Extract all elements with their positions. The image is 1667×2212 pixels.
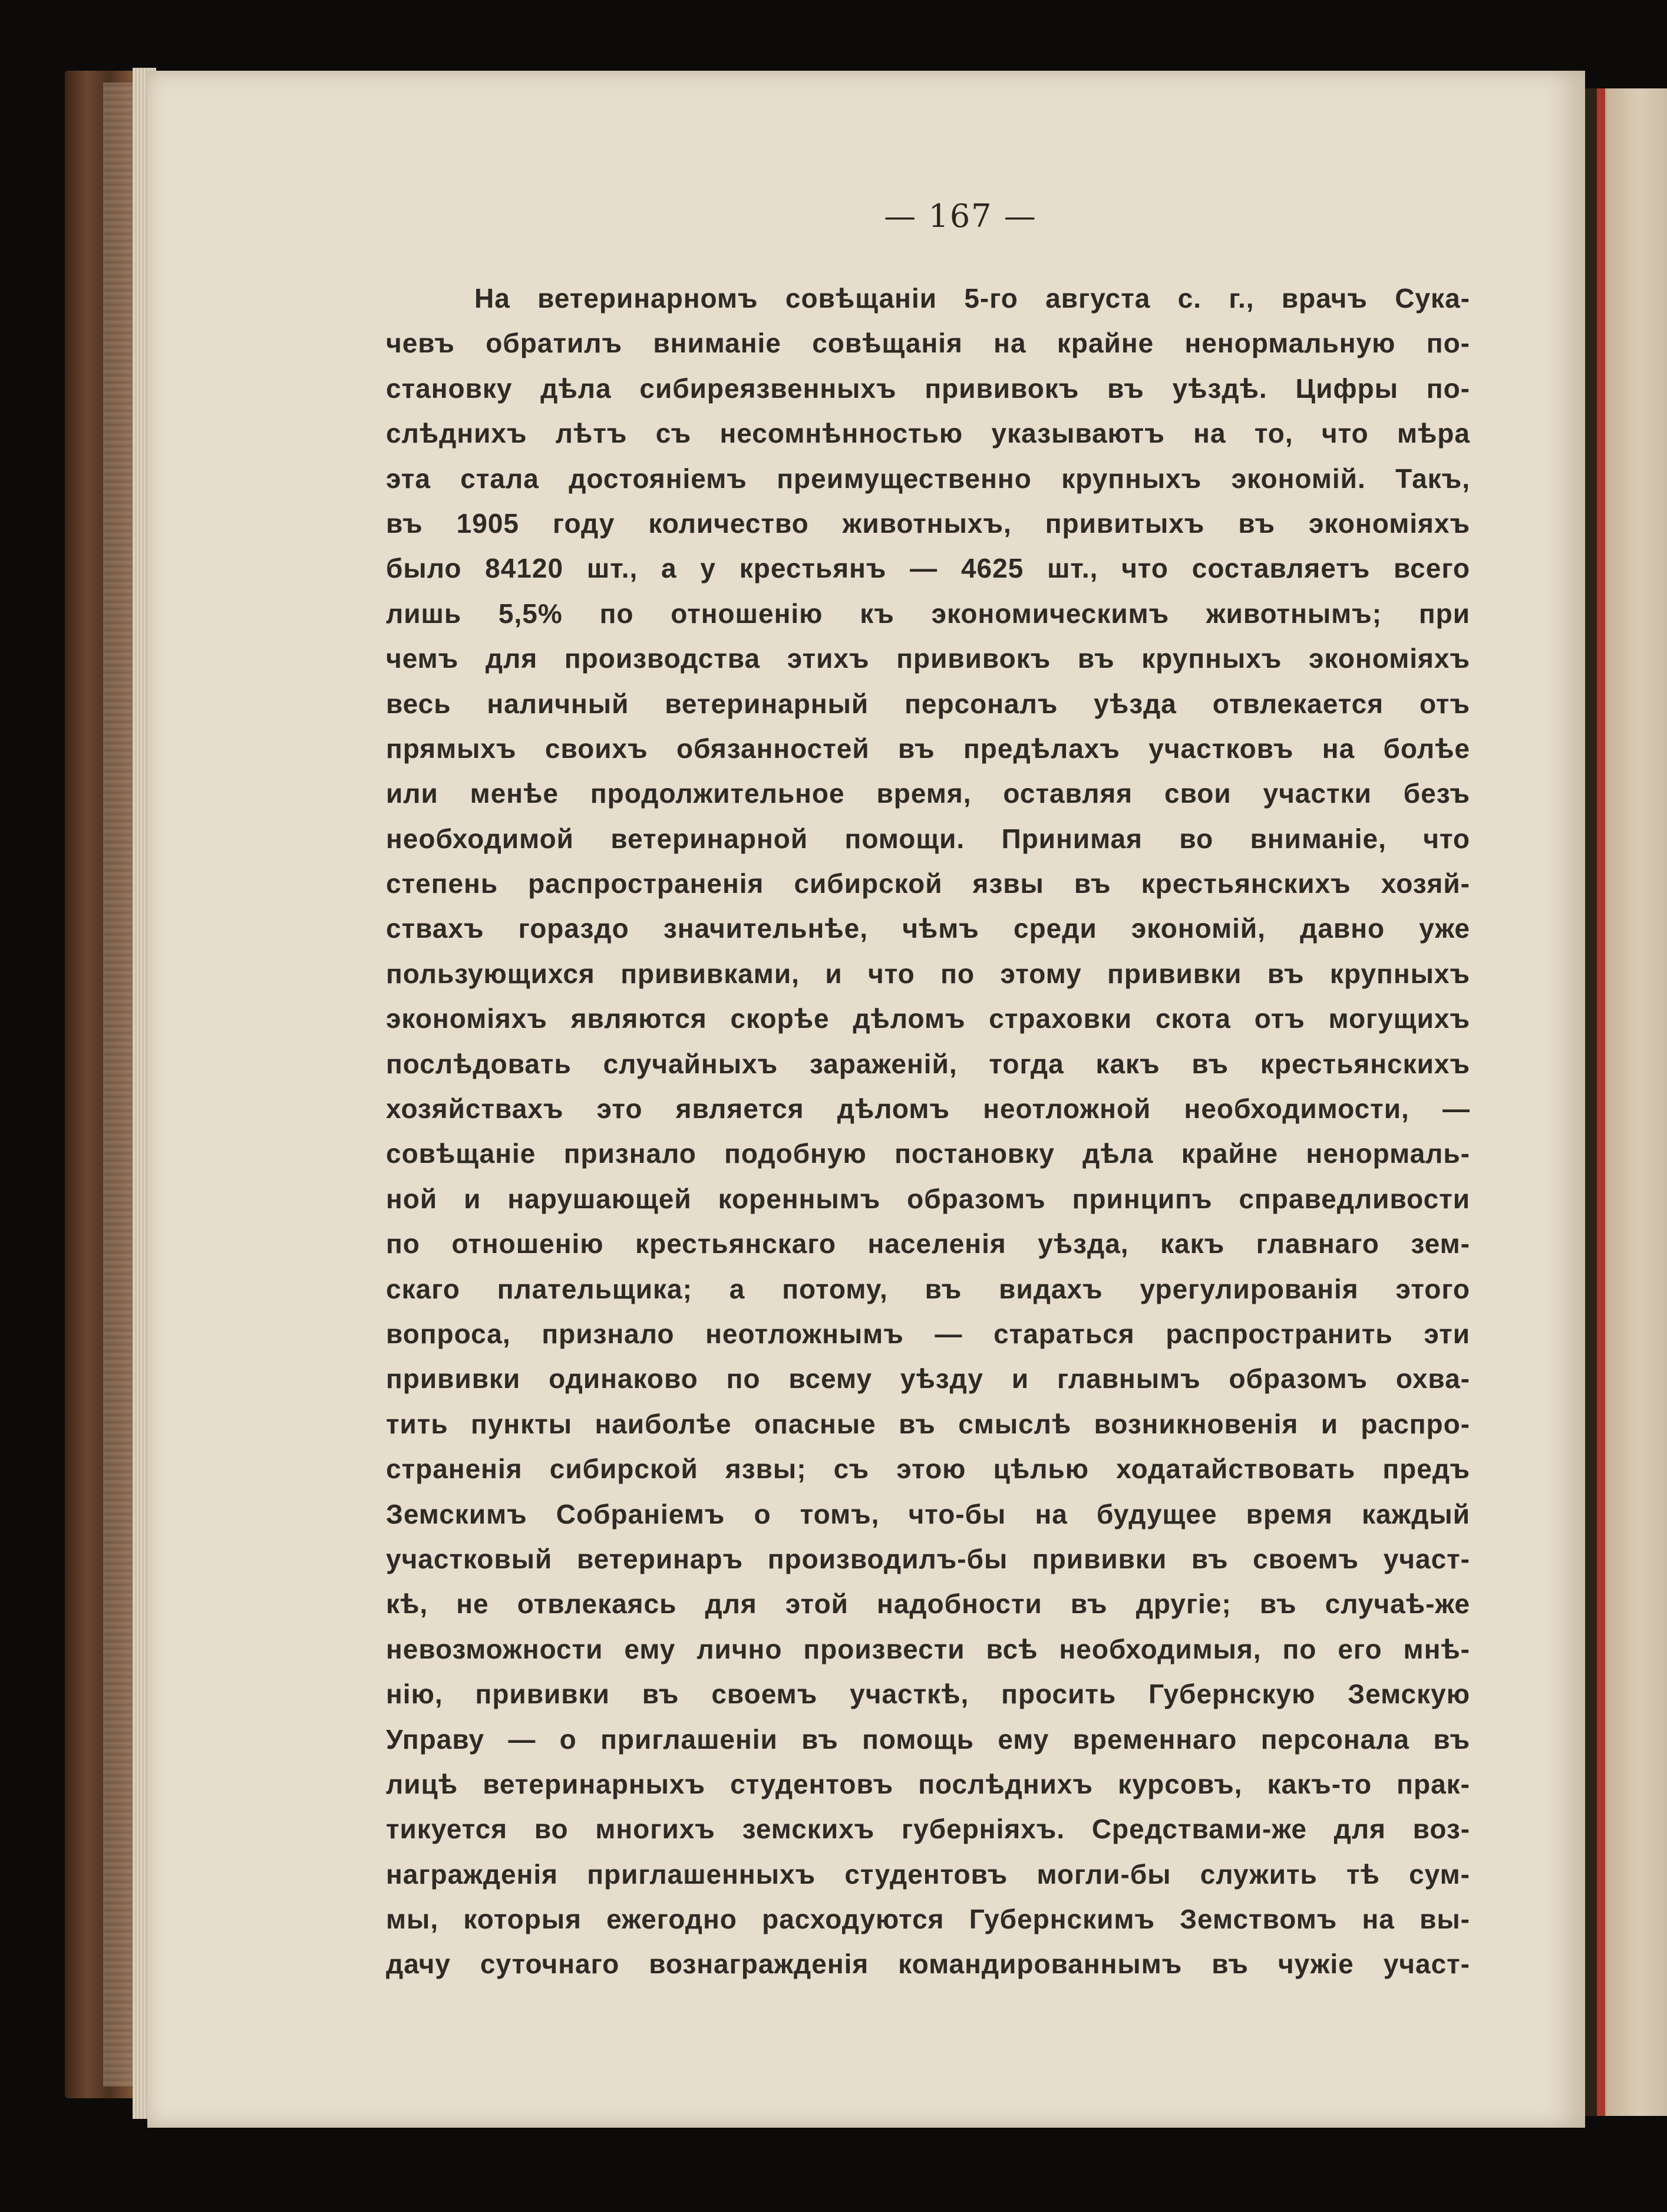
book-gutter xyxy=(1585,88,1597,2116)
text-line: слѣднихъ лѣтъ съ несомнѣнностью указываютъ на то, что мѣра xyxy=(386,418,1470,449)
text-line: скаго плательщика; а потому, въ видахъ урегулированія этого xyxy=(386,1273,1470,1304)
text-line: въ 1905 году количество животныхъ, привитыхъ въ экономіяхъ xyxy=(386,507,1470,539)
text-line: На ветеринарномъ совѣщаніи 5-го августа с. г., врачъ Сука- xyxy=(474,283,1470,314)
text-line: дачу суточнаго вознагражденія командированнымъ въ чужіе участ- xyxy=(386,1949,1470,1980)
text-line: ной и нарушающей кореннымъ образомъ принципъ справедливости xyxy=(386,1183,1470,1214)
text-line: хозяйствахъ это является дѣломъ неотложной необходимости, — xyxy=(386,1093,1470,1125)
body-text xyxy=(386,276,1470,1987)
text-line: по отношенію крестьянскаго населенія уѣзда, какъ главнаго зем- xyxy=(386,1228,1470,1260)
text-line: вопроса, признало неотложнымъ — стараться распространить эти xyxy=(386,1318,1470,1349)
book-cover-right xyxy=(1597,88,1667,2116)
text-line: становку дѣла сибиреязвенныхъ прививокъ въ уѣздѣ. Цифры по- xyxy=(386,372,1470,404)
text-line: прививки одинаково по всему уѣзду и главнымъ образомъ охва- xyxy=(386,1363,1470,1395)
text-line: было 84120 шт., а у крестьянъ — 4625 шт., что составляетъ всего xyxy=(386,553,1470,584)
text-line: необходимой ветеринарной помощи. Принимая во вниманіе, что xyxy=(386,823,1470,854)
book-cover-right-strip xyxy=(1597,88,1605,2116)
text-line: участковый ветеринаръ производилъ-бы прививки въ своемъ участ- xyxy=(386,1543,1470,1574)
text-line: лицѣ ветеринарныхъ студентовъ послѣднихъ курсовъ, какъ-то прак- xyxy=(386,1768,1470,1799)
text-line: тикуется во многихъ земскихъ губерніяхъ. Средствами-же для воз- xyxy=(386,1814,1470,1845)
text-line: ствахъ гораздо значительнѣе, чѣмъ среди экономій, давно уже xyxy=(386,913,1470,944)
text-line: экономіяхъ являются скорѣе дѣломъ страховки скота отъ могущихъ xyxy=(386,1003,1470,1034)
text-line: послѣдовать случайныхъ зараженій, тогда какъ въ крестьянскихъ xyxy=(386,1048,1470,1079)
text-line: мы, которыя ежегодно расходуются Губернскимъ Земствомъ на вы- xyxy=(386,1904,1470,1935)
text-line: кѣ, не отвлекаясь для этой надобности въ другіе; въ случаѣ-же xyxy=(386,1588,1470,1620)
text-line: весь наличный ветеринарный персоналъ уѣзда отвлекается отъ xyxy=(386,688,1470,719)
text-line: невозможности ему лично произвести всѣ необходимыя, по его мнѣ- xyxy=(386,1633,1470,1664)
text-line: страненія сибирской язвы; съ этою цѣлью ходатайствовать предъ xyxy=(386,1453,1470,1485)
text-line: или менѣе продолжительное время, оставляя свои участки безъ xyxy=(386,778,1470,809)
text-line: чемъ для производства этихъ прививокъ въ крупныхъ экономіяхъ xyxy=(386,643,1470,674)
page-number: — 167 — xyxy=(884,197,1037,235)
text-line: чевъ обратилъ вниманіе совѣщанія на крайне ненормальную по- xyxy=(386,328,1470,359)
text-line: эта стала достояніемъ преимущественно крупныхъ экономій. Такъ, xyxy=(386,463,1470,494)
text-line: лишь 5,5% по отношенію къ экономическимъ животнымъ; при xyxy=(386,598,1470,629)
text-line: нію, прививки въ своемъ участкѣ, просить Губернскую Земскую xyxy=(386,1679,1470,1710)
text-line: награжденія приглашенныхъ студентовъ могли-бы служить тѣ сум- xyxy=(386,1858,1470,1890)
text-line: совѣщаніе признало подобную постановку дѣла крайне ненормаль- xyxy=(386,1138,1470,1169)
text-line: степень распространенія сибирской язвы въ крестьянскихъ хозяй- xyxy=(386,868,1470,899)
text-line: Управу — о приглашеніи въ помощь ему временнаго персонала въ xyxy=(386,1723,1470,1755)
text-line: прямыхъ своихъ обязанностей въ предѣлахъ участковъ на болѣе xyxy=(386,733,1470,764)
text-line: тить пункты наиболѣе опасные въ смыслѣ возникновенія и распро- xyxy=(386,1408,1470,1439)
text-line: пользующихся прививками, и что по этому прививки въ крупныхъ xyxy=(386,958,1470,989)
text-line: Земскимъ Собраніемъ о томъ, что-бы на будущее время каждый xyxy=(386,1498,1470,1529)
